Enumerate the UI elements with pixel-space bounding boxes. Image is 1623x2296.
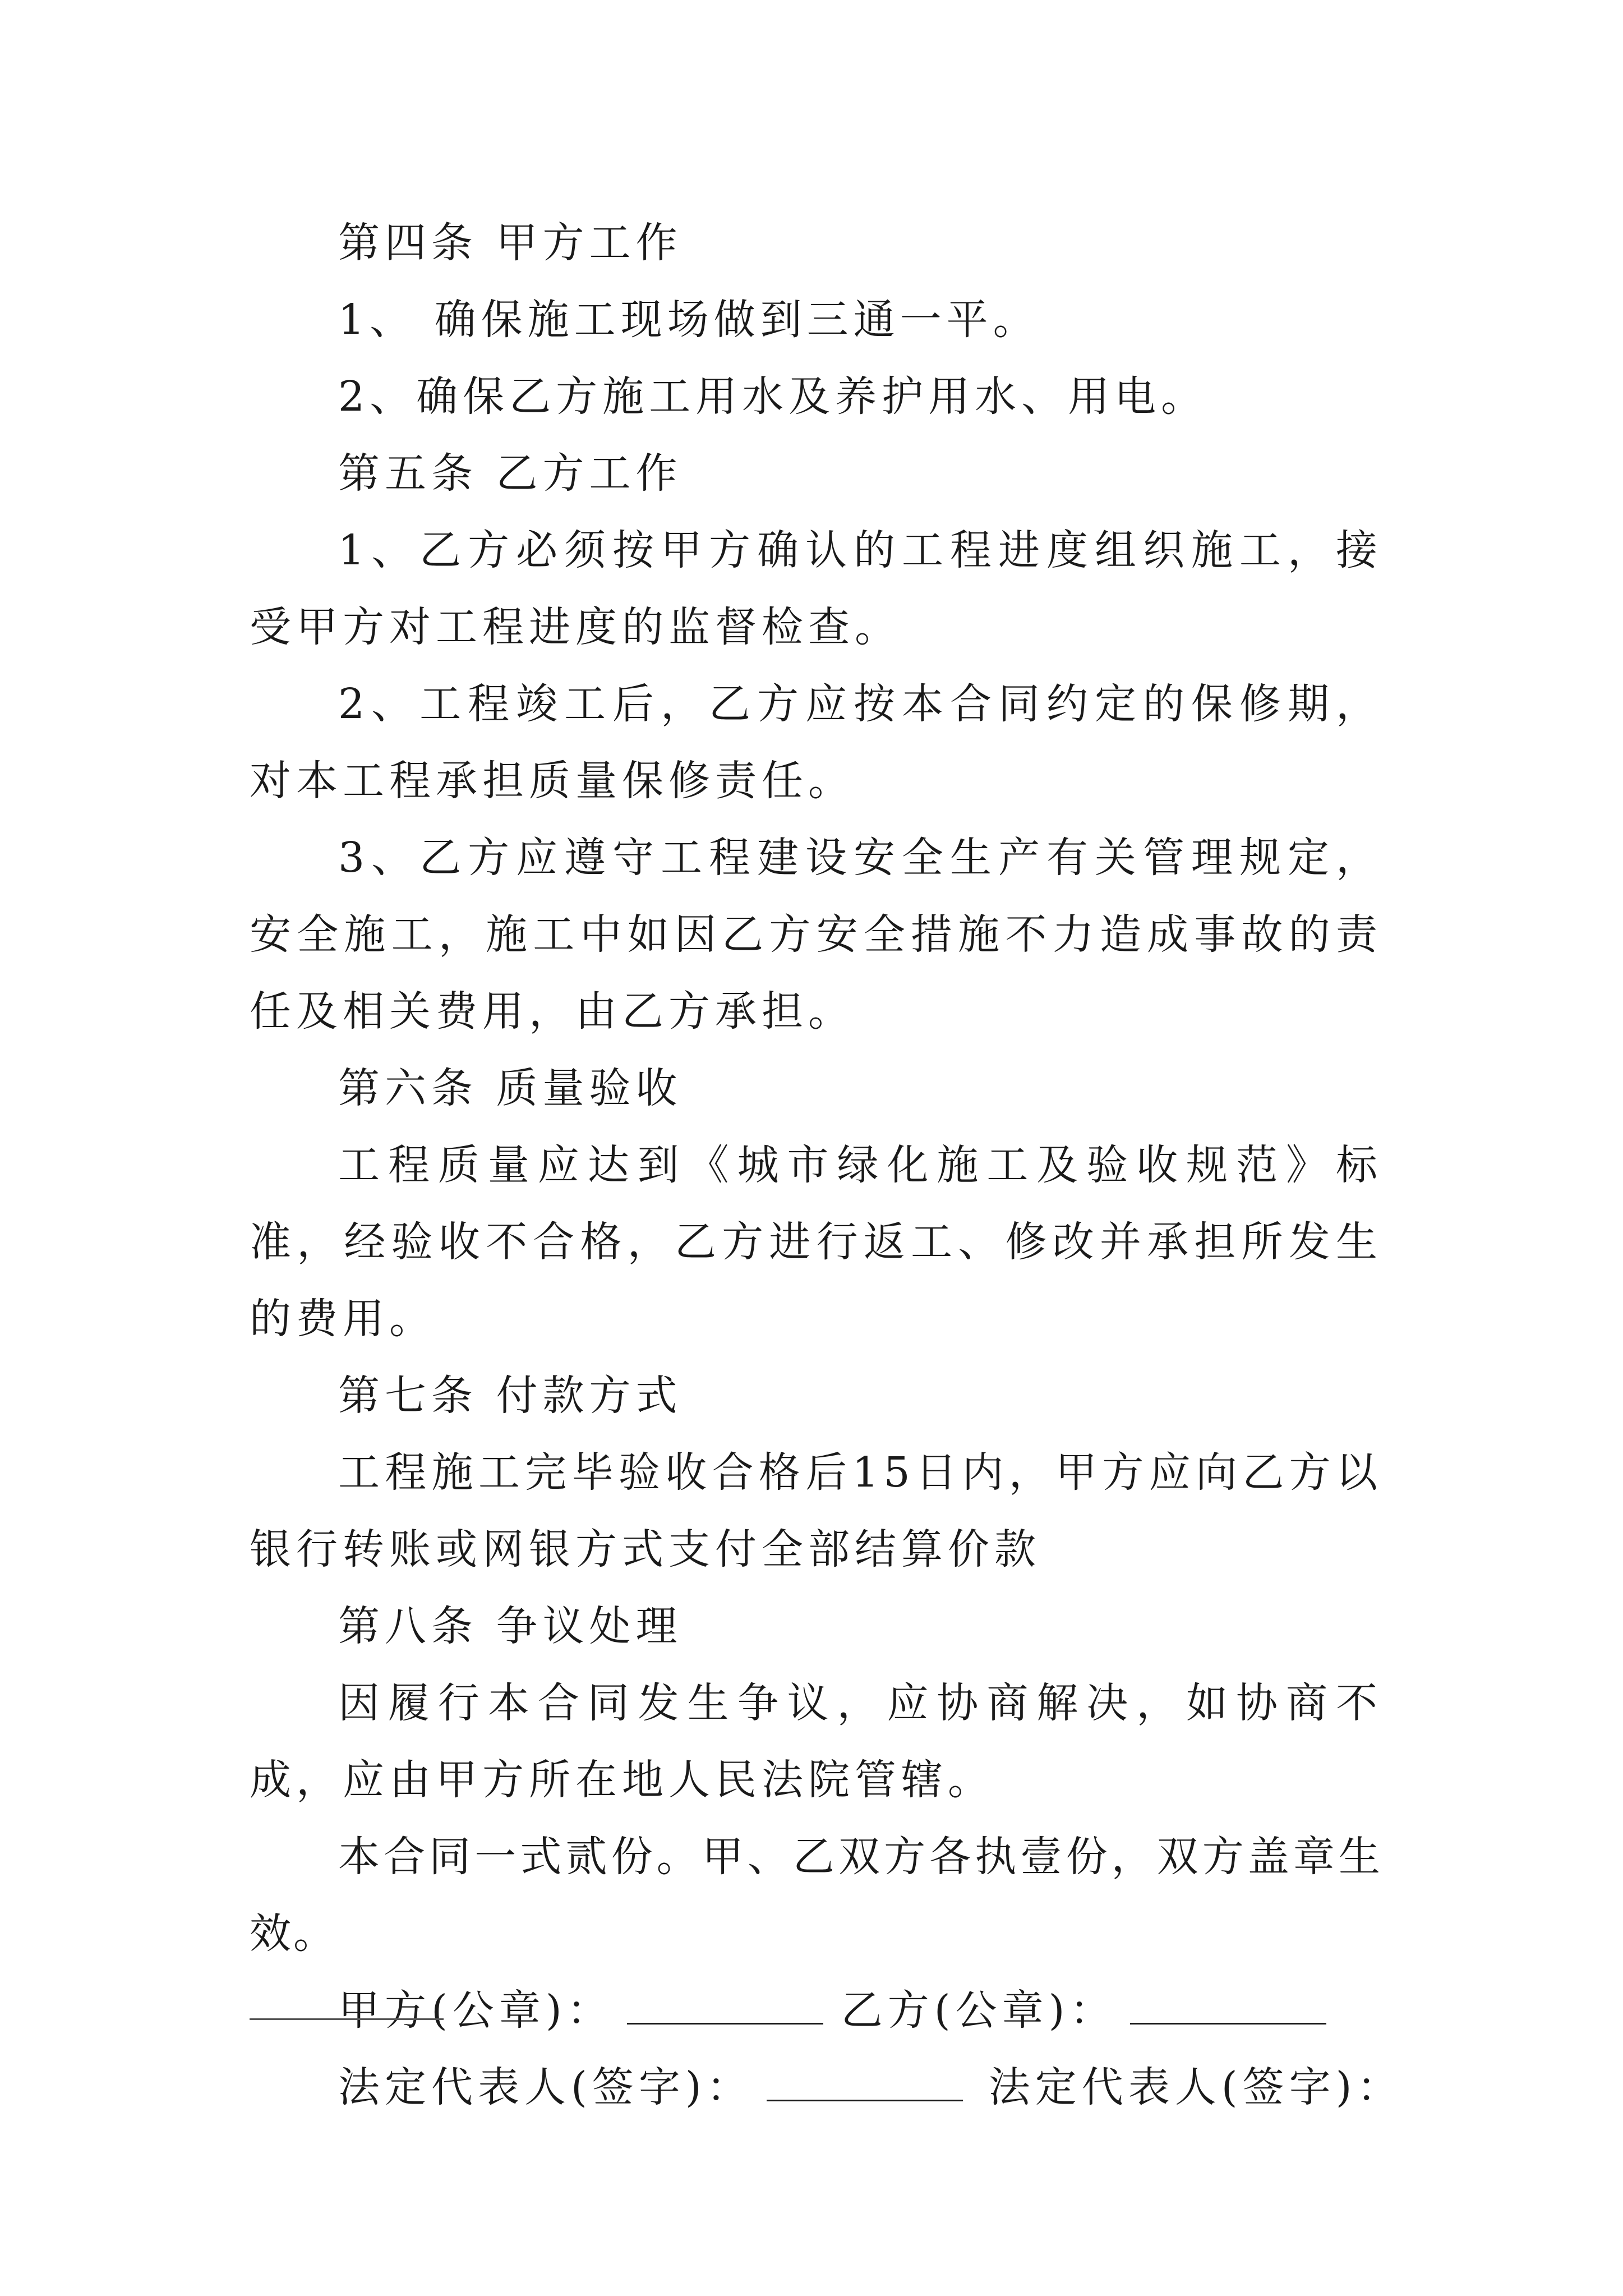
article-5-heading: 第五条 乙方工作	[338, 449, 683, 498]
article-4-item-2: 2、确保乙方施工用水及养护用水、用电。	[338, 372, 1208, 421]
copies-clause: 本合同一式贰份。甲、乙双方各执壹份，双方盖章生效。	[250, 1833, 1382, 1958]
article-6-body: 工程质量应达到《城市绿化施工及验收规范》标准，经验收不合格，乙方进行返工、修改并承担所发生的费用。	[250, 1141, 1382, 1343]
seal-line	[250, 1972, 1382, 2049]
article-7-body: 工程施工完毕验收合格后15日内，甲方应向乙方以银行转账或网银方式支付全部结算价款	[250, 1448, 1382, 1573]
article-5-item-2: 2、工程竣工后，乙方应按本合同约定的保修期，对本工程承担质量保修责任。	[250, 680, 1382, 805]
party-a-seal-label: 甲方(公章)：	[338, 1986, 614, 2035]
party-b-rep-label: 法定代表人(签字)：	[988, 2063, 1404, 2111]
article-4-heading: 第四条 甲方工作	[338, 219, 683, 267]
footnote-separator	[250, 2018, 444, 2020]
article-4-item-1: 1、 确保施工现场做到三通一平。	[338, 296, 1040, 344]
document-body	[250, 205, 1404, 2126]
party-a-rep-label: 法定代表人(签字)：	[338, 2063, 753, 2111]
representative-line	[250, 2049, 1404, 2126]
article-8-body: 因履行本合同发生争议，应协商解决，如协商不成，应由甲方所在地人民法院管辖。	[250, 1679, 1382, 1804]
article-5-item-3: 3、乙方应遵守工程建设安全生产有关管理规定，安全施工，施工中如因乙方安全措施不力造成事故的责任及相关费用，由乙方承担。	[250, 834, 1382, 1036]
party-a-rep-blank	[767, 2099, 963, 2101]
party-a-seal-blank	[627, 2022, 823, 2024]
article-5-item-1: 1、乙方必须按甲方确认的工程进度组织施工，接受甲方对工程进度的监督检查。	[250, 526, 1382, 651]
party-b-seal-label: 乙方(公章)：	[841, 1986, 1117, 2035]
article-6-heading: 第六条 质量验收	[338, 1064, 683, 1112]
article-7-heading: 第七条 付款方式	[338, 1372, 683, 1420]
party-b-seal-blank	[1130, 2022, 1326, 2024]
article-8-heading: 第八条 争议处理	[338, 1602, 683, 1650]
